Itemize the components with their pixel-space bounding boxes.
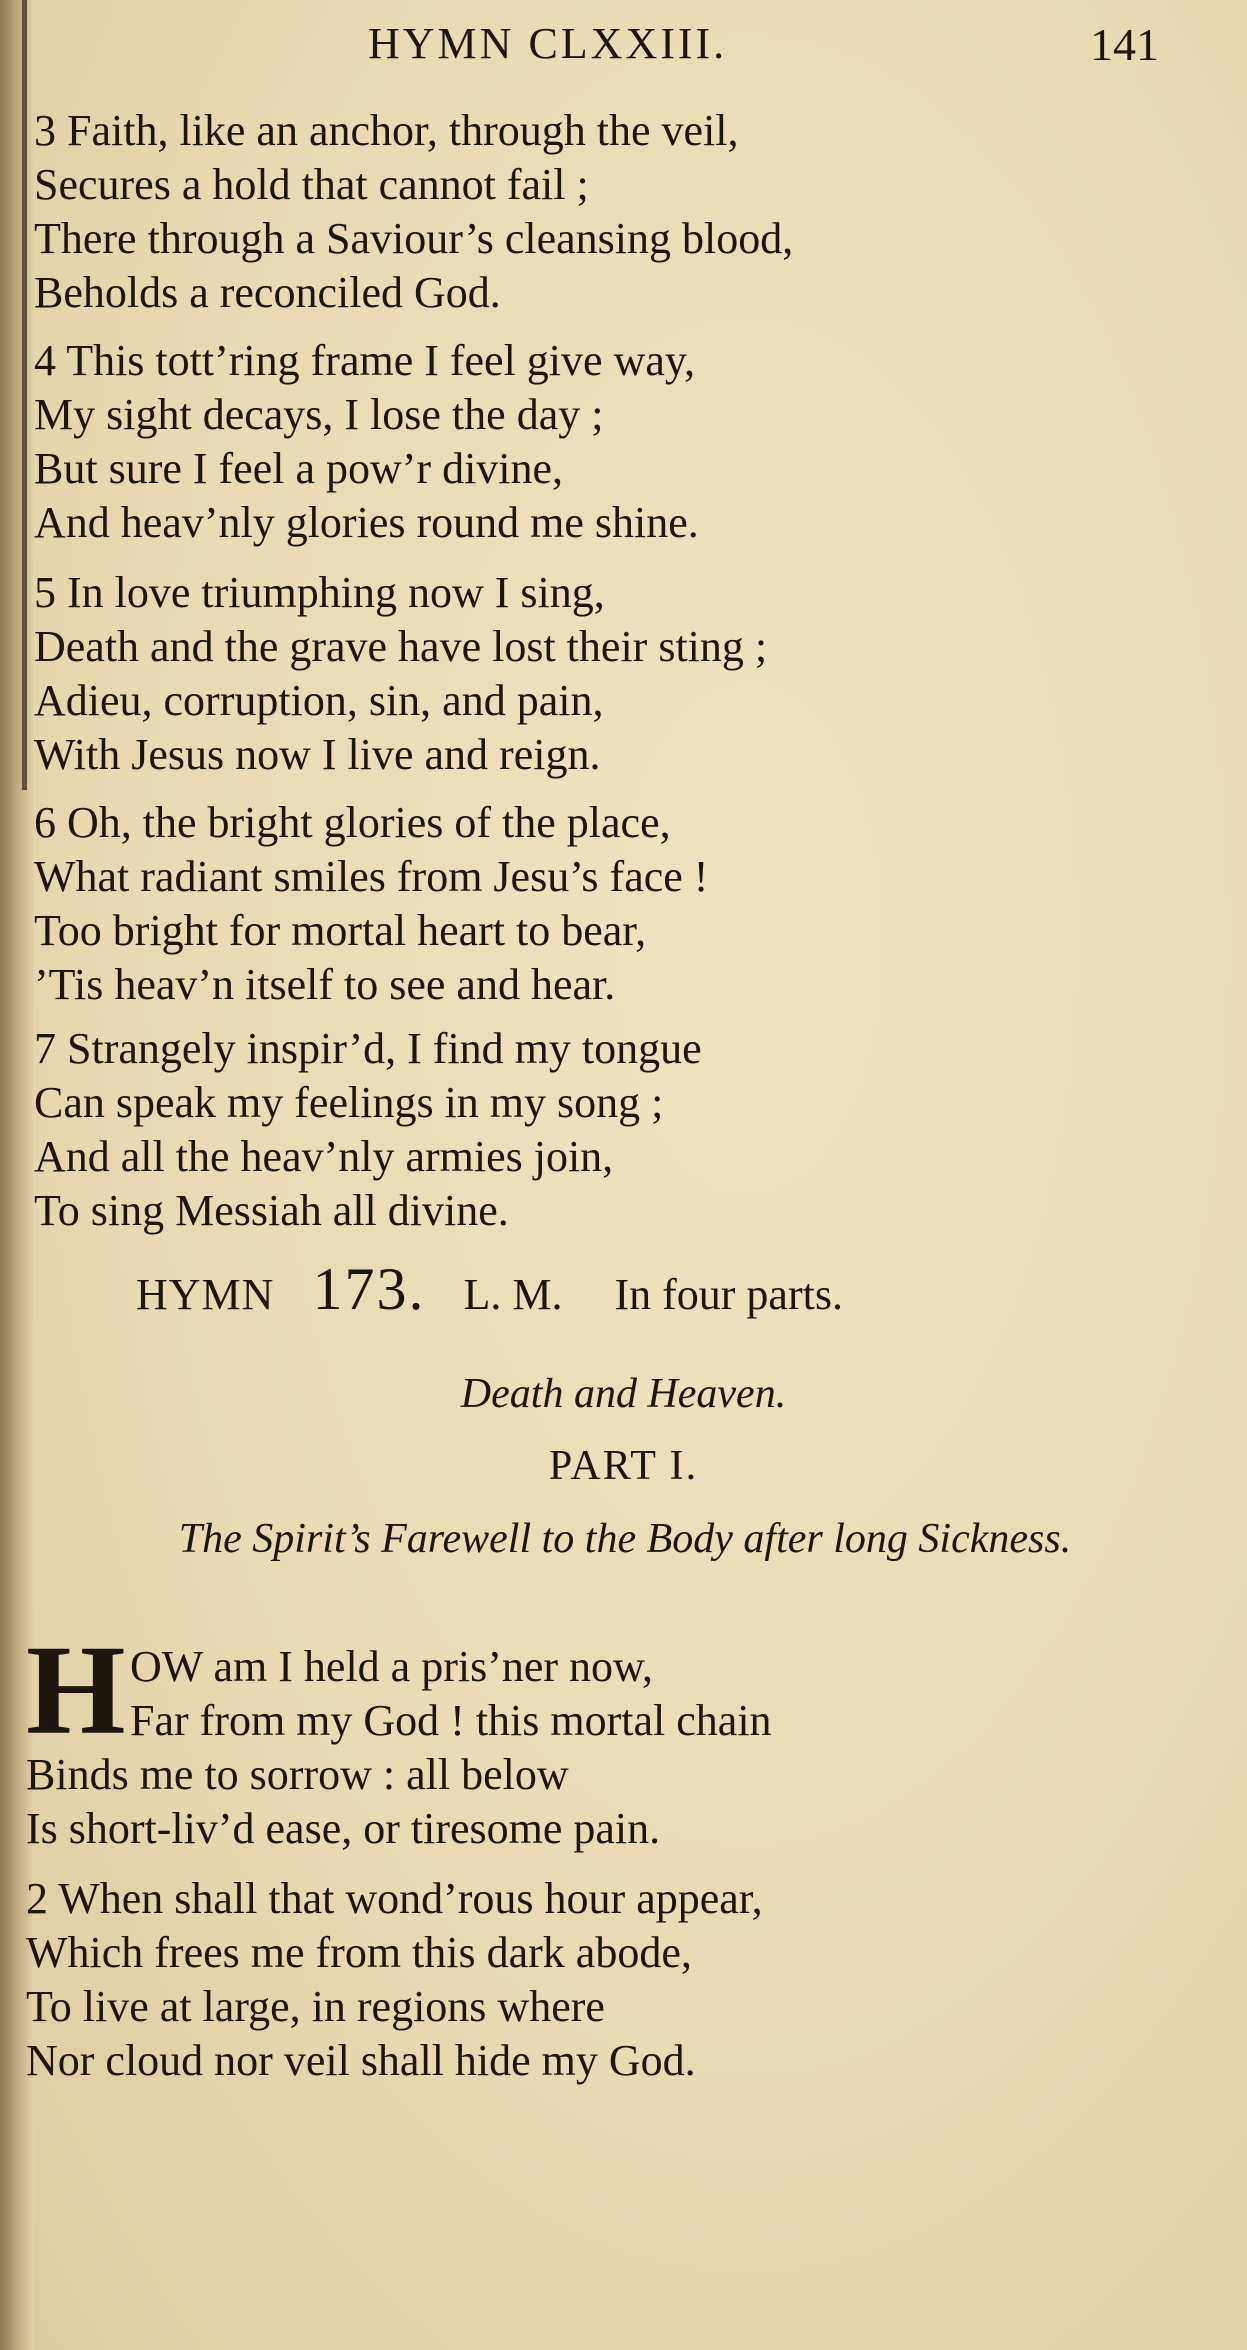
verse-line: 3 Faith, like an anchor, through the veil, [34,106,739,155]
verse-line: My sight decays, I lose the day ; [34,390,604,439]
hymn-number: 173. [312,1256,426,1322]
page-header [0,18,1247,78]
running-head: HYMN CLXXIII. [368,19,728,68]
verse-line: There through a Saviour’s cleansing blood, [34,214,794,263]
verse-line: 2 When shall that wond’rous hour appear, [26,1874,763,1923]
verse-line: 6 Oh, the bright glories of the place, [34,798,671,847]
verse-line: Far from my God ! this mortal chain [130,1696,772,1745]
verse-line: Secures a hold that cannot fail ; [34,160,589,209]
verse-line: Can speak my feelings in my song ; [34,1078,664,1127]
parts-note: In four parts. [614,1270,843,1319]
stanza-2 [26,1872,763,2088]
verse-line: But sure I feel a pow’r divine, [34,444,564,493]
verse-line: 5 In love triumphing now I sing, [34,568,605,617]
verse-line: Beholds a reconciled God. [34,268,501,317]
hymn-title [136,1255,843,1324]
verse-line: ’Tis heav’n itself to see and hear. [34,960,616,1009]
verse-line: 4 This tott’ring frame I feel give way, [34,336,696,385]
verse-line: With Jesus now I live and reign. [34,730,601,779]
drop-cap: H [26,1619,126,1761]
part-caption: The Spirit’s Farewell to the Body after long Sickness. [178,1516,1072,1562]
binding-edge [22,0,27,790]
verse-line: To sing Messiah all divine. [34,1186,509,1235]
verse-line: Is short-liv’d ease, or tiresome pain. [26,1804,661,1853]
verse-line: Nor cloud nor veil shall hide my God. [26,2036,696,2085]
page-number: 141 [1090,19,1159,70]
verse-line: And heav’nly glories round me shine. [34,498,699,547]
stanza-5 [34,566,767,782]
verse-line: Too bright for mortal heart to bear, [34,906,647,955]
stanza-6 [34,796,708,1012]
verse-line: Adieu, corruption, sin, and pain, [34,676,604,725]
hymn-subtitle: Death and Heaven. [460,1371,787,1417]
stanza-7 [34,1022,702,1238]
hymn-meter: L. M. [463,1270,563,1319]
verse-line: Binds me to sorrow : all below [26,1750,569,1799]
verse-line: And all the heav’nly armies join, [34,1132,614,1181]
hymn-label: HYMN [136,1270,275,1319]
verse-line: OW am I held a pris’ner now, [130,1642,653,1691]
stanza-1 [26,1619,772,1856]
verse-line: What radiant smiles from Jesu’s face ! [34,852,709,901]
verse-line: 7 Strangely inspir’d, I find my tongue [34,1024,702,1073]
part-heading: PART I. [548,1443,699,1489]
stanza-3 [34,104,793,320]
verse-line: To live at large, in regions where [26,1982,605,2031]
stanza-4 [34,334,699,550]
verse-line: Death and the grave have lost their sting ; [34,622,768,671]
verse-line: Which frees me from this dark abode, [26,1928,692,1977]
